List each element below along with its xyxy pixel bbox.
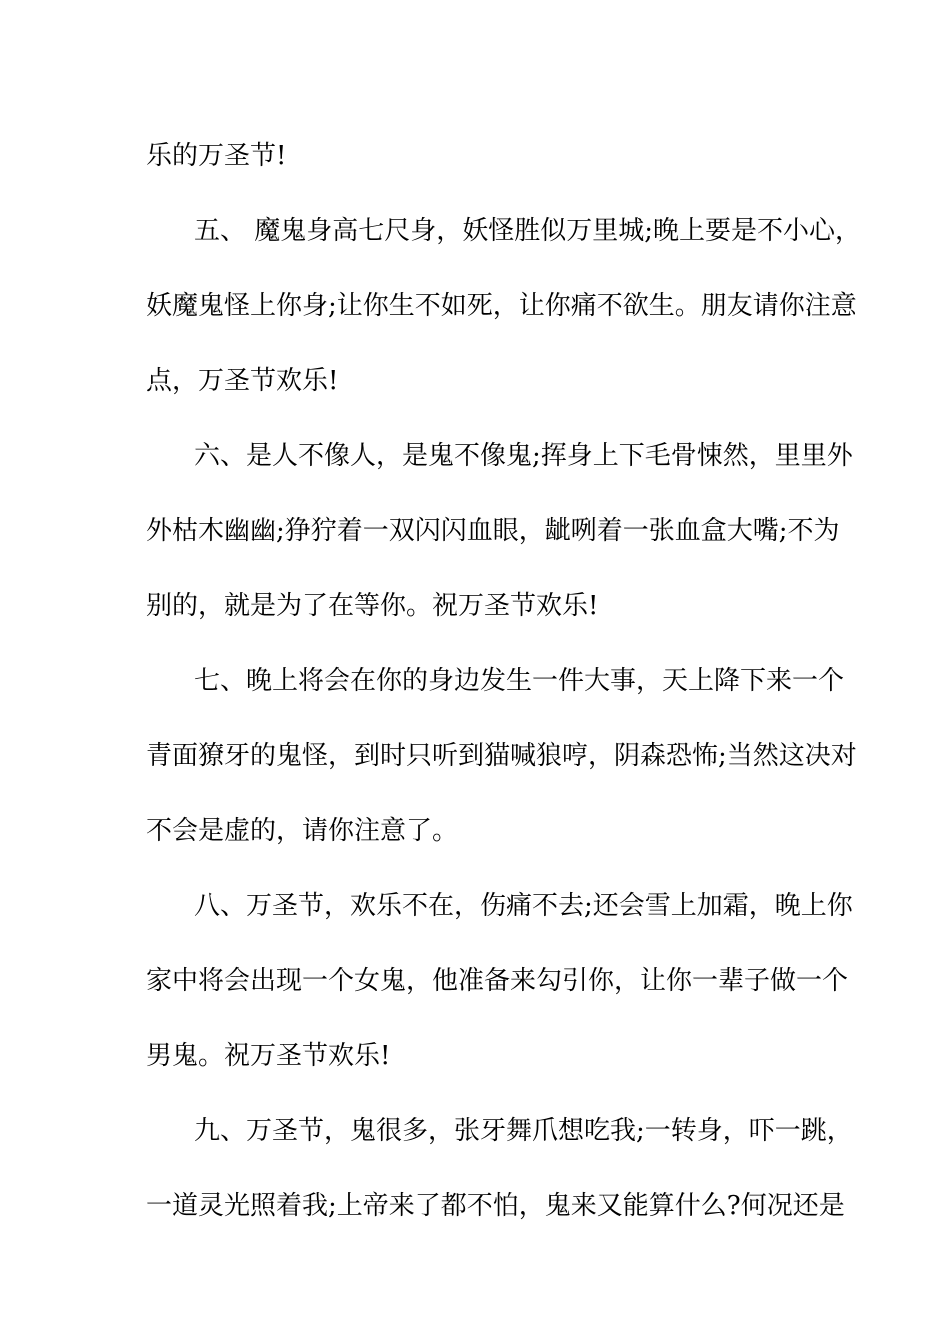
paragraph-7-last-line: 不会是虚的，请你注意了。 <box>146 816 459 846</box>
text-line <box>0 1186 950 1226</box>
text-line <box>0 1036 950 1076</box>
paragraph-7-first-line: 七、晚上将会在你的身边发生一件大事，天上降下来一个 <box>194 666 845 696</box>
paragraph-5-last-line: 点，万圣节欢乐! <box>146 366 339 396</box>
paragraph-6-last-line: 别的，就是为了在等你。祝万圣节欢乐! <box>146 591 599 621</box>
text-line <box>0 661 950 701</box>
text-line <box>0 211 950 251</box>
paragraph-6-line: 外枯木幽幽;狰狞着一双闪闪血眼，龇咧着一张血盒大嘴;不为 <box>146 516 840 546</box>
text-line <box>0 1111 950 1151</box>
paragraph-end-text: 乐的万圣节! <box>146 141 287 171</box>
paragraph-8-last-line: 男鬼。祝万圣节欢乐! <box>146 1041 391 1071</box>
text-line <box>0 361 950 401</box>
paragraph-7-line: 青面獠牙的鬼怪，到时只听到猫喊狼哼，阴森恐怖;当然这决对 <box>146 741 857 771</box>
paragraph-8-line: 家中将会出现一个女鬼，他准备来勾引你，让你一辈子做一个 <box>146 966 849 996</box>
paragraph-5-line: 妖魔鬼怪上你身;让你生不如死，让你痛不欲生。朋友请你注意 <box>146 291 857 321</box>
text-line <box>0 811 950 851</box>
text-line <box>0 286 950 326</box>
paragraph-5-first-line: 五、 魔鬼身高七尺身，妖怪胜似万里城;晚上要是不小心， <box>194 216 862 246</box>
text-line <box>0 436 950 476</box>
paragraph-9-line: 一道灵光照着我;上帝来了都不怕，鬼来又能算什么?何况还是 <box>146 1191 845 1221</box>
paragraph-6-first-line: 六、是人不像人，是鬼不像鬼;挥身上下毛骨悚然，里里外 <box>194 441 853 471</box>
paragraph-9-first-line: 九、万圣节，鬼很多，张牙舞爪想吃我;一转身，吓一跳， <box>194 1116 853 1146</box>
text-line <box>0 886 950 926</box>
paragraph-8-first-line: 八、万圣节，欢乐不在，伤痛不去;还会雪上加霜，晚上你 <box>194 891 853 921</box>
text-line <box>0 586 950 626</box>
text-line <box>0 961 950 1001</box>
text-line <box>0 136 950 176</box>
text-line <box>0 736 950 776</box>
text-line <box>0 511 950 551</box>
